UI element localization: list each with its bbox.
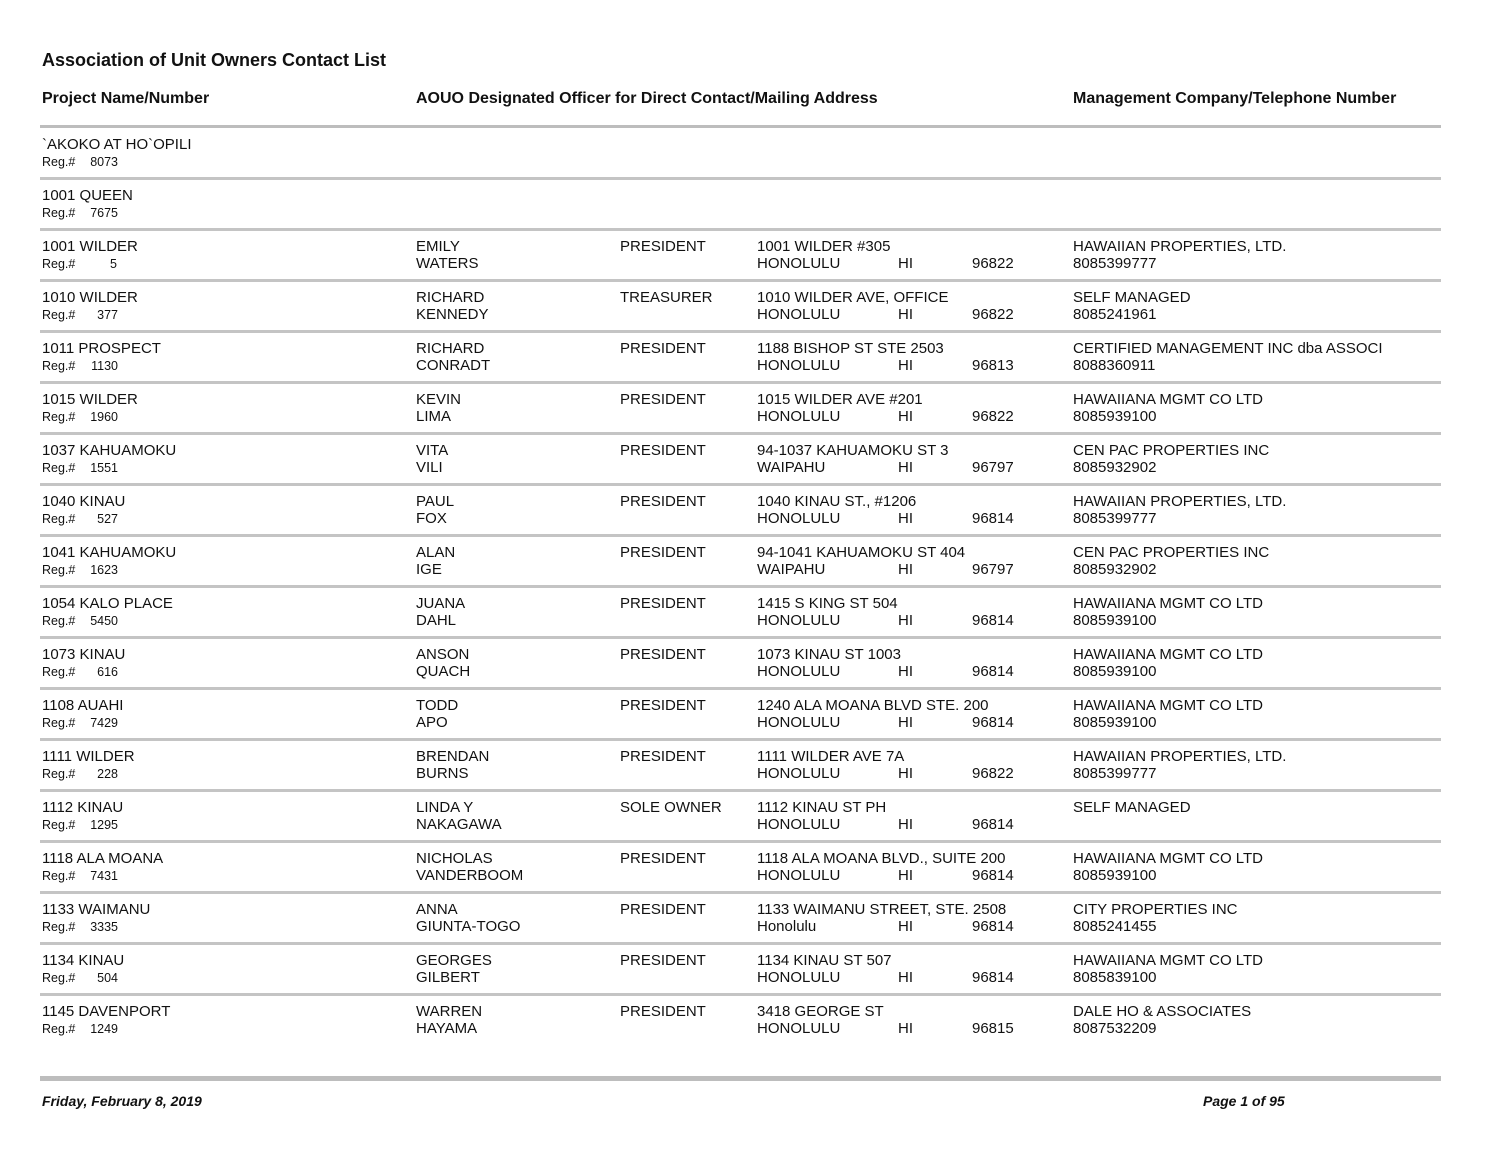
officer-title: PRESIDENT xyxy=(620,697,706,714)
reg-number: 3335 xyxy=(90,920,118,934)
reg-label: Reg.# xyxy=(42,512,76,526)
table-row xyxy=(0,894,1500,945)
officer-title: PRESIDENT xyxy=(620,238,706,255)
project-name: 1054 KALO PLACE xyxy=(42,595,173,612)
city: WAIPAHU xyxy=(757,561,826,578)
state: HI xyxy=(898,867,913,884)
management-company: HAWAIIANA MGMT CO LTD xyxy=(1073,646,1264,663)
state: HI xyxy=(898,1020,913,1037)
mailing-address: 1015 WILDER AVE #201 xyxy=(757,391,923,408)
state: HI xyxy=(898,357,913,374)
management-company: HAWAIIANA MGMT CO LTD xyxy=(1073,850,1264,867)
zip-code: 96813 xyxy=(972,357,1014,374)
zip-code: 96814 xyxy=(972,612,1014,629)
management-company: DALE HO & ASSOCIATES xyxy=(1073,1003,1252,1020)
phone-number: 8085939100 xyxy=(1073,408,1157,425)
zip-code: 96814 xyxy=(972,918,1014,935)
reg-label: Reg.# xyxy=(42,461,76,475)
reg-label: Reg.# xyxy=(42,767,76,781)
header-project: Project Name/Number xyxy=(42,90,210,107)
reg-number: 504 xyxy=(97,971,118,985)
phone-number: 8085939100 xyxy=(1073,867,1157,884)
state: HI xyxy=(898,612,913,629)
phone-number: 8085399777 xyxy=(1073,510,1157,527)
state: HI xyxy=(898,714,913,731)
phone-number: 8085241961 xyxy=(1073,306,1157,323)
project-name: `AKOKO AT HO`OPILI xyxy=(42,136,192,153)
table-row xyxy=(0,945,1500,996)
mailing-address: 1134 KINAU ST 507 xyxy=(757,952,892,969)
mailing-address: 1111 WILDER AVE 7A xyxy=(757,748,905,765)
city: HONOLULU xyxy=(757,612,841,629)
officer-last-name: VANDERBOOM xyxy=(416,867,524,884)
reg-number: 1960 xyxy=(90,410,118,424)
table-row xyxy=(0,792,1500,843)
officer-first-name: LINDA Y xyxy=(416,799,474,816)
mailing-address: 3418 GEORGE ST xyxy=(757,1003,884,1020)
officer-first-name: ALAN xyxy=(416,544,456,561)
state: HI xyxy=(898,255,913,272)
reg-number: 7429 xyxy=(90,716,118,730)
city: HONOLULU xyxy=(757,714,841,731)
reg-label: Reg.# xyxy=(42,920,76,934)
project-name: 1111 WILDER xyxy=(42,748,135,765)
table-row xyxy=(0,843,1500,894)
zip-code: 96822 xyxy=(972,255,1014,272)
reg-label: Reg.# xyxy=(42,563,76,577)
zip-code: 96814 xyxy=(972,969,1014,986)
officer-first-name: VITA xyxy=(416,442,449,459)
reg-label: Reg.# xyxy=(42,716,76,730)
state: HI xyxy=(898,969,913,986)
reg-number: 1249 xyxy=(90,1022,118,1036)
phone-number: 8085241455 xyxy=(1073,918,1157,935)
officer-first-name: PAUL xyxy=(416,493,455,510)
reg-number: 1551 xyxy=(90,461,118,475)
city: HONOLULU xyxy=(757,867,841,884)
officer-last-name: QUACH xyxy=(416,663,471,680)
officer-first-name: TODD xyxy=(416,697,459,714)
officer-last-name: KENNEDY xyxy=(416,306,489,323)
city: HONOLULU xyxy=(757,510,841,527)
mailing-address: 1112 KINAU ST PH xyxy=(757,799,887,816)
reg-number: 1130 xyxy=(91,359,118,373)
phone-number: 8087532209 xyxy=(1073,1020,1157,1037)
project-name: 1108 AUAHI xyxy=(42,697,124,714)
header-divider xyxy=(40,125,1441,128)
zip-code: 96814 xyxy=(972,816,1014,833)
officer-title: PRESIDENT xyxy=(620,952,706,969)
mailing-address: 1118 ALA MOANA BLVD., SUITE 200 xyxy=(757,850,1006,867)
mailing-address: 1188 BISHOP ST STE 2503 xyxy=(757,340,944,357)
zip-code: 96822 xyxy=(972,765,1014,782)
project-name: 1118 ALA MOANA xyxy=(42,850,164,867)
mailing-address: 1040 KINAU ST., #1206 xyxy=(757,493,917,510)
page-title: Association of Unit Owners Contact List xyxy=(42,50,387,70)
management-company: HAWAIIAN PROPERTIES, LTD. xyxy=(1073,238,1287,255)
officer-last-name: CONRADT xyxy=(416,357,491,374)
state: HI xyxy=(898,663,913,680)
city: HONOLULU xyxy=(757,765,841,782)
mailing-address: 1133 WAIMANU STREET, STE. 2508 xyxy=(757,901,1007,918)
mailing-address: 1001 WILDER #305 xyxy=(757,238,891,255)
officer-first-name: NICHOLAS xyxy=(416,850,493,867)
zip-code: 96814 xyxy=(972,714,1014,731)
table-row xyxy=(0,639,1500,690)
officer-first-name: GEORGES xyxy=(416,952,492,969)
officer-last-name: FOX xyxy=(416,510,447,527)
project-name: 1041 KAHUAMOKU xyxy=(42,544,177,561)
reg-label: Reg.# xyxy=(42,155,76,169)
phone-number: 8085932902 xyxy=(1073,561,1157,578)
mailing-address: 1240 ALA MOANA BLVD STE. 200 xyxy=(757,697,989,714)
phone-number: 8085399777 xyxy=(1073,255,1157,272)
management-company: SELF MANAGED xyxy=(1073,799,1191,816)
project-name: 1073 KINAU xyxy=(42,646,126,663)
officer-last-name: BURNS xyxy=(416,765,469,782)
zip-code: 96822 xyxy=(972,306,1014,323)
officer-title: PRESIDENT xyxy=(620,442,706,459)
project-name: 1011 PROSPECT xyxy=(42,340,161,357)
management-company: CERTIFIED MANAGEMENT INC dba ASSOCI xyxy=(1073,340,1383,357)
table-row xyxy=(0,231,1500,282)
state: HI xyxy=(898,561,913,578)
officer-first-name: RICHARD xyxy=(416,340,485,357)
officer-last-name: DAHL xyxy=(416,612,457,629)
officer-title: TREASURER xyxy=(620,289,713,306)
officer-last-name: VILI xyxy=(416,459,443,476)
officer-title: PRESIDENT xyxy=(620,544,706,561)
reg-label: Reg.# xyxy=(42,971,76,985)
project-name: 1010 WILDER xyxy=(42,289,138,306)
officer-title: PRESIDENT xyxy=(620,748,706,765)
officer-first-name: KEVIN xyxy=(416,391,462,408)
project-name: 1001 WILDER xyxy=(42,238,138,255)
reg-number: 1295 xyxy=(90,818,118,832)
state: HI xyxy=(898,765,913,782)
officer-first-name: ANNA xyxy=(416,901,458,918)
reg-number: 527 xyxy=(97,512,118,526)
management-company: HAWAIIANA MGMT CO LTD xyxy=(1073,952,1264,969)
state: HI xyxy=(898,306,913,323)
officer-last-name: WATERS xyxy=(416,255,479,272)
project-name: 1133 WAIMANU xyxy=(42,901,151,918)
officer-last-name: LIMA xyxy=(416,408,452,425)
officer-title: PRESIDENT xyxy=(620,493,706,510)
city: HONOLULU xyxy=(757,1020,841,1037)
officer-title: PRESIDENT xyxy=(620,850,706,867)
reg-label: Reg.# xyxy=(42,665,76,679)
table-row xyxy=(0,333,1500,384)
management-company: HAWAIIANA MGMT CO LTD xyxy=(1073,697,1264,714)
officer-title: PRESIDENT xyxy=(620,340,706,357)
header-management: Management Company/Telephone Number xyxy=(1073,90,1397,107)
phone-number: 8085939100 xyxy=(1073,612,1157,629)
reg-label: Reg.# xyxy=(42,614,76,628)
table-row xyxy=(0,537,1500,588)
table-row xyxy=(0,384,1500,435)
phone-number: 8085939100 xyxy=(1073,714,1157,731)
city: HONOLULU xyxy=(757,255,841,272)
officer-title: PRESIDENT xyxy=(620,595,706,612)
project-name: 1145 DAVENPORT xyxy=(42,1003,171,1020)
state: HI xyxy=(898,408,913,425)
officer-first-name: JUANA xyxy=(416,595,466,612)
officer-title: PRESIDENT xyxy=(620,646,706,663)
management-company: HAWAIIAN PROPERTIES, LTD. xyxy=(1073,748,1287,765)
reg-label: Reg.# xyxy=(42,869,76,883)
reg-number: 8073 xyxy=(90,155,118,169)
page-number: Page 1 of 95 xyxy=(1203,1093,1285,1109)
phone-number: 8085839100 xyxy=(1073,969,1157,986)
table-row xyxy=(0,996,1500,1047)
reg-label: Reg.# xyxy=(42,1022,76,1036)
mailing-address: 94-1037 KAHUAMOKU ST 3 xyxy=(757,442,949,459)
city: Honolulu xyxy=(757,918,817,935)
table-row xyxy=(0,588,1500,639)
officer-first-name: EMILY xyxy=(416,238,460,255)
phone-number: 8085939100 xyxy=(1073,663,1157,680)
management-company: SELF MANAGED xyxy=(1073,289,1191,306)
reg-label: Reg.# xyxy=(42,410,76,424)
project-name: 1037 KAHUAMOKU xyxy=(42,442,177,459)
city: WAIPAHU xyxy=(757,459,826,476)
reg-label: Reg.# xyxy=(42,818,76,832)
footer-date: Friday, February 8, 2019 xyxy=(42,1093,202,1109)
city: HONOLULU xyxy=(757,306,841,323)
reg-number: 377 xyxy=(97,308,118,322)
project-name: 1040 KINAU xyxy=(42,493,126,510)
table-row xyxy=(0,282,1500,333)
officer-first-name: ANSON xyxy=(416,646,470,663)
city: HONOLULU xyxy=(757,969,841,986)
state: HI xyxy=(898,459,913,476)
officer-last-name: IGE xyxy=(416,561,442,578)
officer-first-name: RICHARD xyxy=(416,289,485,306)
phone-number: 8088360911 xyxy=(1073,357,1156,374)
reg-number: 7431 xyxy=(90,869,118,883)
reg-label: Reg.# xyxy=(42,308,76,322)
mailing-address: 94-1041 KAHUAMOKU ST 404 xyxy=(757,544,966,561)
zip-code: 96797 xyxy=(972,561,1014,578)
table-row xyxy=(0,690,1500,741)
management-company: CEN PAC PROPERTIES INC xyxy=(1073,544,1270,561)
officer-title: PRESIDENT xyxy=(620,391,706,408)
zip-code: 96814 xyxy=(972,510,1014,527)
project-name: 1112 KINAU xyxy=(42,799,124,816)
phone-number: 8085932902 xyxy=(1073,459,1157,476)
reg-number: 228 xyxy=(97,767,118,781)
management-company: HAWAIIANA MGMT CO LTD xyxy=(1073,595,1264,612)
state: HI xyxy=(898,510,913,527)
officer-last-name: NAKAGAWA xyxy=(416,816,502,833)
zip-code: 96815 xyxy=(972,1020,1014,1037)
reg-number: 1623 xyxy=(90,563,118,577)
phone-number: 8085399777 xyxy=(1073,765,1157,782)
table-row xyxy=(0,129,1500,180)
reg-number: 616 xyxy=(97,665,118,679)
officer-first-name: BRENDAN xyxy=(416,748,490,765)
reg-number: 5450 xyxy=(90,614,118,628)
table-row xyxy=(0,180,1500,231)
zip-code: 96797 xyxy=(972,459,1014,476)
city: HONOLULU xyxy=(757,816,841,833)
zip-code: 96814 xyxy=(972,663,1014,680)
officer-first-name: WARREN xyxy=(416,1003,483,1020)
officer-title: SOLE OWNER xyxy=(620,799,722,816)
table-row xyxy=(0,486,1500,537)
city: HONOLULU xyxy=(757,663,841,680)
management-company: CEN PAC PROPERTIES INC xyxy=(1073,442,1270,459)
header-officer: AOUO Designated Officer for Direct Contact/Mailing Address xyxy=(416,90,878,107)
table-row xyxy=(0,741,1500,792)
officer-last-name: GIUNTA-TOGO xyxy=(416,918,521,935)
officer-last-name: APO xyxy=(416,714,448,731)
zip-code: 96822 xyxy=(972,408,1014,425)
reg-label: Reg.# xyxy=(42,257,76,271)
management-company: HAWAIIAN PROPERTIES, LTD. xyxy=(1073,493,1287,510)
management-company: HAWAIIANA MGMT CO LTD xyxy=(1073,391,1264,408)
footer-divider xyxy=(40,1076,1441,1081)
project-name: 1001 QUEEN xyxy=(42,187,133,204)
reg-label: Reg.# xyxy=(42,206,76,220)
project-name: 1015 WILDER xyxy=(42,391,138,408)
officer-title: PRESIDENT xyxy=(620,901,706,918)
mailing-address: 1073 KINAU ST 1003 xyxy=(757,646,901,663)
officer-title: PRESIDENT xyxy=(620,1003,706,1020)
zip-code: 96814 xyxy=(972,867,1014,884)
project-name: 1134 KINAU xyxy=(42,952,125,969)
state: HI xyxy=(898,816,913,833)
city: HONOLULU xyxy=(757,357,841,374)
reg-label: Reg.# xyxy=(42,359,76,373)
reg-number: 5 xyxy=(110,257,117,271)
mailing-address: 1415 S KING ST 504 xyxy=(757,595,898,612)
officer-last-name: GILBERT xyxy=(416,969,480,986)
management-company: CITY PROPERTIES INC xyxy=(1073,901,1238,918)
city: HONOLULU xyxy=(757,408,841,425)
officer-last-name: HAYAMA xyxy=(416,1020,478,1037)
reg-number: 7675 xyxy=(90,206,118,220)
mailing-address: 1010 WILDER AVE, OFFICE xyxy=(757,289,949,306)
table-row xyxy=(0,435,1500,486)
state: HI xyxy=(898,918,913,935)
